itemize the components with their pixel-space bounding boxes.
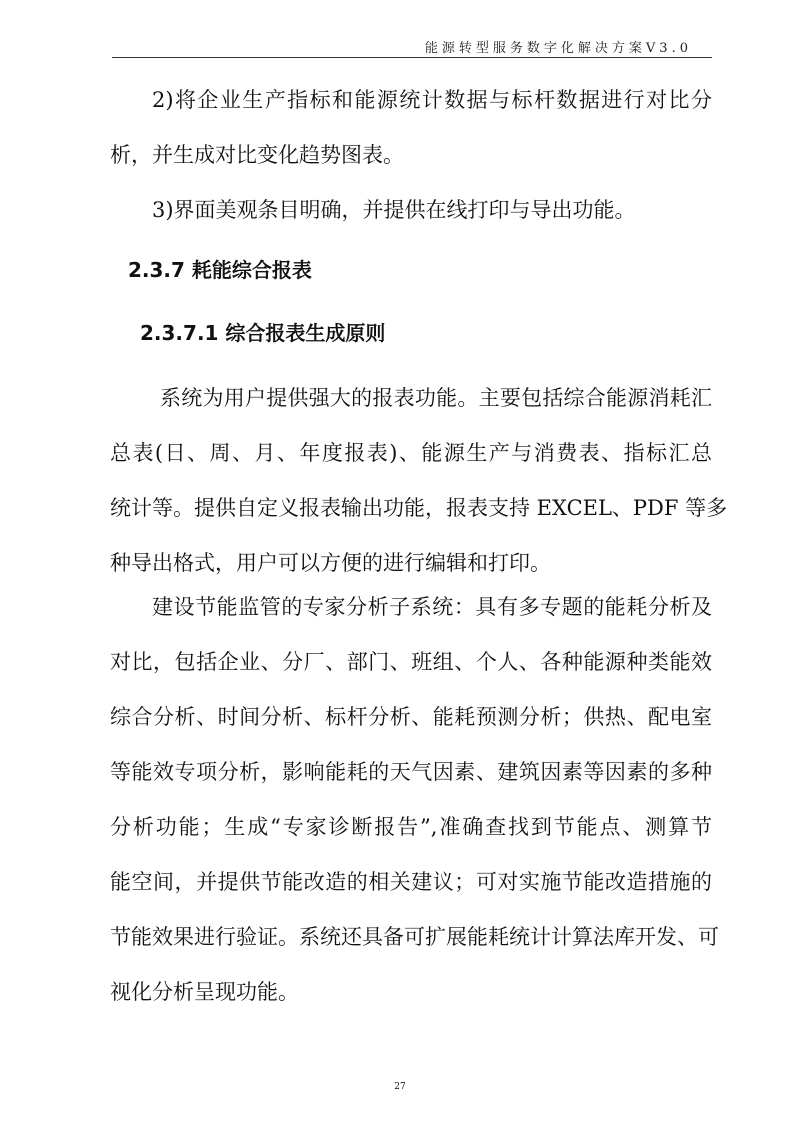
list-item-2-line-2: 析，并生成对比变化趋势图表。 [110,143,404,167]
paragraph-2-line: 等能效专项分析，影响能耗的天气因素、建筑因素等因素的多种 [110,760,712,784]
list-item-3: 3)界面美观条目明确，并提供在线打印与导出功能。 [152,198,636,222]
paragraph-1-line: 统计等。提供自定义报表输出功能，报表支持 EXCEL、PDF 等多 [110,496,728,520]
paragraph-1-line: 种导出格式，用户可以方便的进行编辑和打印。 [110,551,551,575]
paragraph-2-line: 综合分析、时间分析、标杆分析、能耗预测分析；供热、配电室 [110,705,712,729]
paragraph-2-line: 建设节能监管的专家分析子系统：具有多专题的能耗分析及 [152,595,712,619]
page-header-title: 能源转型服务数字化解决方案V3.0 [424,41,692,56]
paragraph-1-line: 总表(日、周、月、年度报表)、能源生产与消费表、指标汇总 [110,441,712,465]
paragraph-2-line: 节能效果进行验证。系统还具备可扩展能耗统计计算法库开发、可 [110,925,719,949]
paragraph-2-line: 视化分析呈现功能。 [110,980,299,1004]
page-number: 27 [394,1082,406,1092]
list-item-2-line-1: 2)将企业生产指标和能源统计数据与标杆数据进行对比分 [152,88,712,112]
paragraph-2-line: 分析功能；生成“专家诊断报告”,准确查找到节能点、测算节 [110,815,712,839]
paragraph-1-line: 系统为用户提供强大的报表功能。主要包括综合能源消耗汇 [160,386,712,410]
section-heading: 2.3.7 耗能综合报表 [128,258,312,282]
paragraph-2-line: 能空间，并提供节能改造的相关建议；可对实施节能改造措施的 [110,870,712,894]
paragraph-2-line: 对比，包括企业、分厂、部门、班组、个人、各种能源种类能效 [110,650,712,674]
subsection-heading: 2.3.7.1 综合报表生成原则 [140,321,386,345]
header-rule [112,57,712,58]
